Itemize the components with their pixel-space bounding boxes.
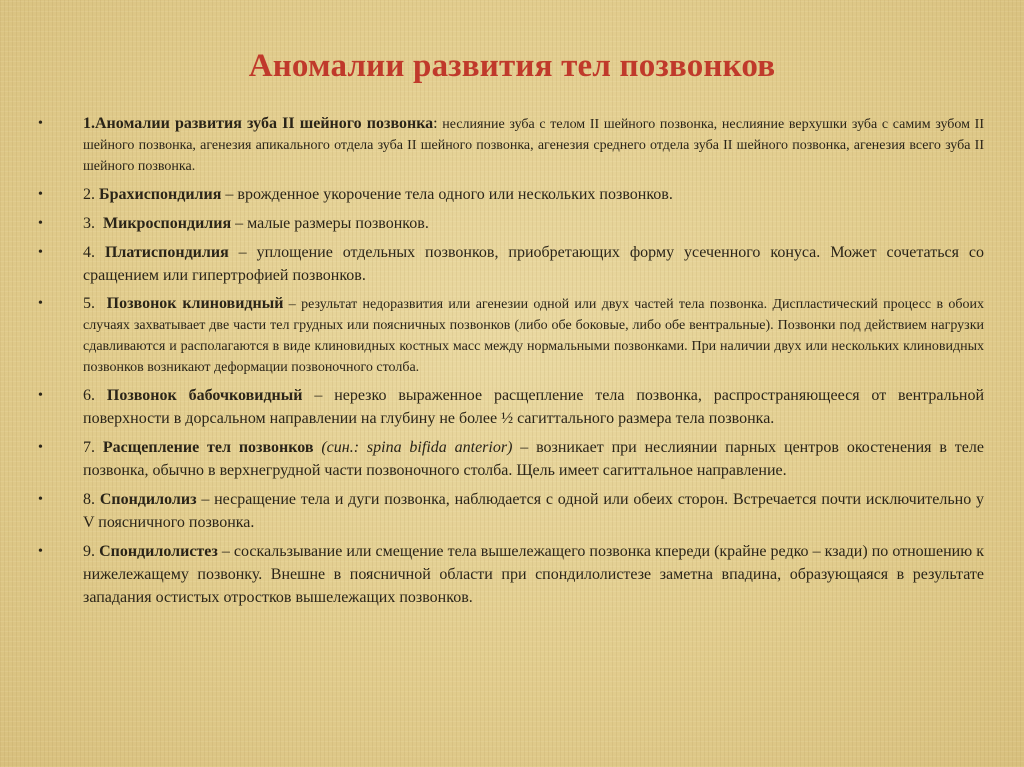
item-term: Микроспондилия xyxy=(103,215,232,232)
item-text: – малые размеры позвонков. xyxy=(231,215,429,232)
list-item xyxy=(38,183,984,206)
item-number: 9. xyxy=(83,543,100,560)
bullet-icon: • xyxy=(38,216,43,231)
item-text: – уплощение отдельных позвонков, приобретающих форму усеченного конуса. Может сочетаться со сращением или гипертрофией позвонков. xyxy=(83,244,984,284)
item-text: – врожденное укорочение тела одного или нескольких позвонков. xyxy=(221,186,673,203)
item-text: – соскальзывание или смещение тела вышележащего позвонка кпереди (крайне редко – кзади) по отношению к нижележащему позвонку. Внешне в поясничной области при спондилолистезе заметна впадина, образующаяся в результате западания остистых отростков вышележащих позвонков. xyxy=(83,543,985,606)
item-number: 7. xyxy=(83,439,103,456)
bullet-icon: • xyxy=(38,187,43,202)
list-item xyxy=(38,241,984,287)
item-number: 6. xyxy=(83,387,107,404)
list-item xyxy=(38,540,984,609)
item-text: – результат недоразвития или агенезии одной или двух частей тела позвонка. Диспластический процесс в обоих случаях захватывает две части тел грудных или поясничных позвонков (либо обе боковые, либо обе вентральные). Позвонки под действием нагрузки сдавливаются и располагаются в виде клиновидных костных масс между нормальными позвонками. При наличии двух или нескольких клиновидных позвонков возникают деформации позвоночного столба. xyxy=(83,297,985,375)
item-term: Платиспондилия xyxy=(104,244,229,261)
item-number: 2. xyxy=(83,186,99,203)
item-list xyxy=(38,113,984,615)
item-text: – возникает при неслиянии парных центров окостенения в теле позвонка, обычно в верхнегрудной части позвоночного столба. Щель имеет сагиттальное направление. xyxy=(83,439,984,479)
list-item xyxy=(38,293,984,378)
bullet-icon: • xyxy=(38,440,43,455)
bullet-icon: • xyxy=(38,544,43,559)
item-text: – несращение тела и дуги позвонка, наблюдается с одной или обеих сторон. Встречается почти исключительно у V поясничного позвонка. xyxy=(83,491,985,531)
item-term: Расщепление тел позвонков xyxy=(102,439,314,456)
bullet-icon: • xyxy=(38,388,43,403)
item-term: Аномалии развития зуба II шейного позвонка xyxy=(95,115,434,132)
item-text: – нерезко выраженное расщепление тела позвонка, распространяющееся от вентральной поверхности в дорсальном направлении на глубину не более ½ сагиттального размера тела позвонка. xyxy=(83,387,985,427)
list-item xyxy=(38,488,984,534)
item-term: Спондилолиз xyxy=(99,491,197,508)
list-item xyxy=(38,384,984,430)
list-item xyxy=(38,113,984,177)
item-number: 4. xyxy=(83,244,105,261)
item-number: 3. xyxy=(83,215,103,232)
slide-title: Аномалии развития тел позвонков xyxy=(248,48,776,84)
item-term: Позвонок бабочковидный xyxy=(106,387,303,404)
list-item xyxy=(38,212,984,235)
item-text: неслияние зуба с телом II шейного позвонка, неслияние верхушки зуба с самим зубом II шейного позвонка, агенезия апикального отдела зуба II шейного позвонка, агенезия среднего отдела зуба II шейного позвонка, агенезия всего зуба II шейного позвонка. xyxy=(83,117,984,174)
item-term: Позвонок клиновидный xyxy=(106,295,284,312)
item-number: 8. xyxy=(83,491,100,508)
item-separator: : xyxy=(433,115,438,132)
bullet-icon: • xyxy=(38,116,43,131)
item-number: 1. xyxy=(83,115,95,132)
bullet-icon: • xyxy=(38,245,43,260)
item-number: 5. xyxy=(83,295,107,312)
bullet-icon: • xyxy=(38,296,43,311)
list-item xyxy=(38,436,984,482)
item-term: Спондилолистез xyxy=(99,543,218,560)
item-synonym: (син.: spina bifida anterior) xyxy=(313,439,513,456)
item-term: Брахиспондилия xyxy=(99,186,222,203)
bullet-icon: • xyxy=(38,492,43,507)
